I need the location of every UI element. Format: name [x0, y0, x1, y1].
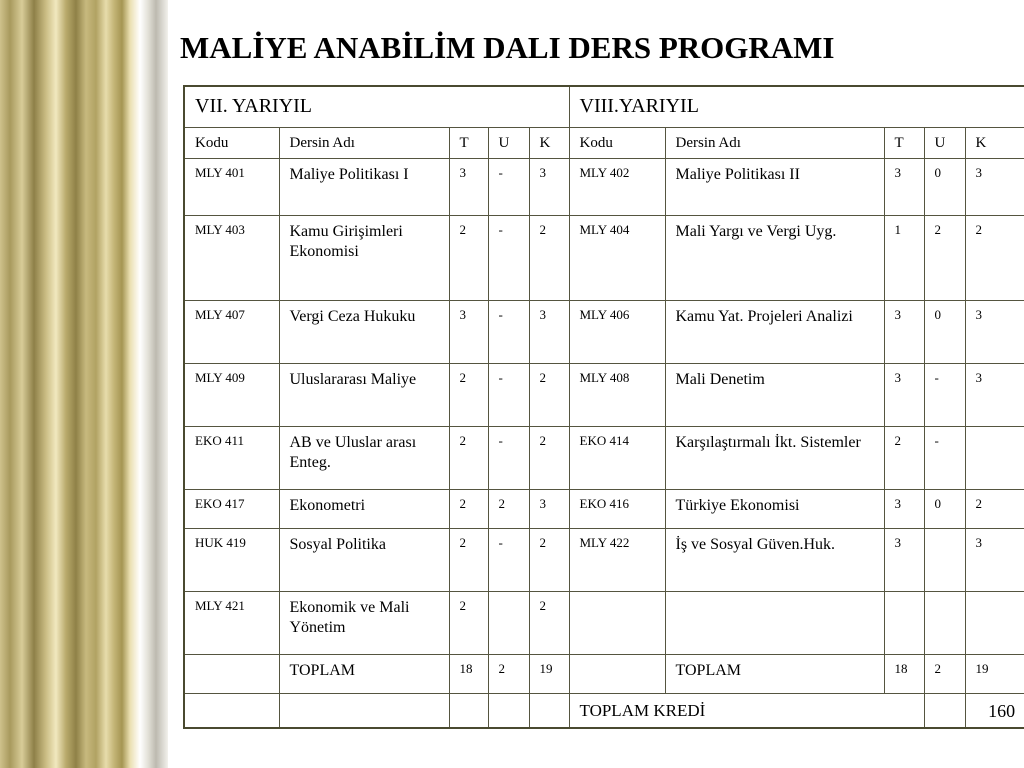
right-course-code: MLY 402	[569, 158, 665, 215]
page-title: MALİYE ANABİLİM DALI DERS PROGRAMI	[180, 30, 835, 65]
right-credits: 3	[965, 158, 1024, 215]
left-credits: 2	[529, 363, 569, 426]
left-course-name: Ekonomik ve Mali Yönetim	[279, 591, 449, 654]
right-course-code: MLY 406	[569, 300, 665, 363]
left-credits: 3	[529, 158, 569, 215]
course-row	[184, 300, 1024, 363]
right-course-code: EKO 416	[569, 489, 665, 528]
column-header-row	[184, 128, 1024, 159]
left-totals-credits: 19	[529, 654, 569, 693]
left-course-code: HUK 419	[184, 528, 279, 591]
col-header-k: K	[529, 128, 569, 159]
course-row	[184, 591, 1024, 654]
right-course-code: EKO 414	[569, 426, 665, 489]
left-course-name: Ekonometri	[279, 489, 449, 528]
right-theory-hours: 3	[884, 363, 924, 426]
right-theory-hours: 1	[884, 215, 924, 300]
right-course-code	[569, 591, 665, 654]
left-theory-hours: 3	[449, 300, 488, 363]
right-theory-hours: 3	[884, 158, 924, 215]
right-practice-hours: 0	[924, 300, 965, 363]
right-theory-hours: 3	[884, 300, 924, 363]
right-practice-hours: 0	[924, 158, 965, 215]
left-totals-label: TOPLAM	[279, 654, 449, 693]
right-totals-theory: 18	[884, 654, 924, 693]
right-course-code: MLY 422	[569, 528, 665, 591]
left-course-name: AB ve Uluslar arası Enteg.	[279, 426, 449, 489]
left-credits: 2	[529, 528, 569, 591]
left-credits: 2	[529, 426, 569, 489]
left-course-code: EKO 411	[184, 426, 279, 489]
empty-cell	[184, 693, 279, 728]
left-practice-hours: -	[488, 426, 529, 489]
left-course-code: MLY 409	[184, 363, 279, 426]
totals-row	[184, 654, 1024, 693]
left-theory-hours: 2	[449, 215, 488, 300]
left-totals-empty-cell	[184, 654, 279, 693]
left-course-code: MLY 403	[184, 215, 279, 300]
left-theory-hours: 2	[449, 528, 488, 591]
right-credits: 3	[965, 528, 1024, 591]
left-practice-hours: -	[488, 215, 529, 300]
left-credits: 3	[529, 489, 569, 528]
right-course-name: Maliye Politikası II	[665, 158, 884, 215]
right-theory-hours: 2	[884, 426, 924, 489]
right-practice-hours	[924, 528, 965, 591]
right-course-code: MLY 408	[569, 363, 665, 426]
right-practice-hours: -	[924, 363, 965, 426]
col-header-code: Kodu	[569, 128, 665, 159]
right-credits	[965, 591, 1024, 654]
left-credits: 3	[529, 300, 569, 363]
empty-cell	[488, 693, 529, 728]
right-totals-credits: 19	[965, 654, 1024, 693]
left-practice-hours: -	[488, 363, 529, 426]
semester-vii-label: VII. YARIYIL	[184, 86, 569, 128]
left-practice-hours: -	[488, 528, 529, 591]
left-course-name: Vergi Ceza Hukuku	[279, 300, 449, 363]
right-course-name: Mali Denetim	[665, 363, 884, 426]
course-row	[184, 215, 1024, 300]
empty-cell	[279, 693, 449, 728]
left-practice-hours: 2	[488, 489, 529, 528]
left-course-name: Sosyal Politika	[279, 528, 449, 591]
left-practice-hours: -	[488, 300, 529, 363]
total-credit-label: TOPLAM KREDİ	[569, 693, 924, 728]
semester-header-row	[184, 86, 1024, 128]
left-practice-hours: -	[488, 158, 529, 215]
right-credits: 2	[965, 489, 1024, 528]
empty-cell	[924, 693, 965, 728]
right-practice-hours: 2	[924, 215, 965, 300]
right-credits: 3	[965, 300, 1024, 363]
empty-cell	[449, 693, 488, 728]
right-course-name: Kamu Yat. Projeleri Analizi	[665, 300, 884, 363]
col-header-u: U	[488, 128, 529, 159]
total-credit-value: 160	[965, 693, 1024, 728]
col-header-course-name: Dersin Adı	[665, 128, 884, 159]
right-course-name: İş ve Sosyal Güven.Huk.	[665, 528, 884, 591]
empty-cell	[529, 693, 569, 728]
left-totals-practice: 2	[488, 654, 529, 693]
left-course-code: MLY 421	[184, 591, 279, 654]
left-theory-hours: 2	[449, 363, 488, 426]
left-totals-theory: 18	[449, 654, 488, 693]
col-header-t: T	[449, 128, 488, 159]
left-course-name: Kamu Girişimleri Ekonomisi	[279, 215, 449, 300]
col-header-k: K	[965, 128, 1024, 159]
left-course-code: MLY 407	[184, 300, 279, 363]
right-credits: 3	[965, 363, 1024, 426]
right-totals-practice: 2	[924, 654, 965, 693]
right-totals-label: TOPLAM	[665, 654, 884, 693]
right-credits	[965, 426, 1024, 489]
decorative-stripe	[0, 0, 168, 768]
left-credits: 2	[529, 215, 569, 300]
col-header-course-name: Dersin Adı	[279, 128, 449, 159]
course-row	[184, 363, 1024, 426]
course-row	[184, 426, 1024, 489]
total-credit-row	[184, 693, 1024, 728]
right-course-name: Mali Yargı ve Vergi Uyg.	[665, 215, 884, 300]
course-row	[184, 158, 1024, 215]
right-course-name	[665, 591, 884, 654]
right-theory-hours: 3	[884, 528, 924, 591]
left-course-code: EKO 417	[184, 489, 279, 528]
right-credits: 2	[965, 215, 1024, 300]
right-practice-hours	[924, 591, 965, 654]
left-theory-hours: 2	[449, 591, 488, 654]
left-practice-hours	[488, 591, 529, 654]
right-practice-hours: -	[924, 426, 965, 489]
course-row	[184, 489, 1024, 528]
right-course-name: Türkiye Ekonomisi	[665, 489, 884, 528]
col-header-u: U	[924, 128, 965, 159]
course-row	[184, 528, 1024, 591]
right-practice-hours: 0	[924, 489, 965, 528]
semester-viii-label: VIII.YARIYIL	[569, 86, 1024, 128]
left-theory-hours: 2	[449, 426, 488, 489]
left-course-code: MLY 401	[184, 158, 279, 215]
left-theory-hours: 2	[449, 489, 488, 528]
right-totals-empty-cell	[569, 654, 665, 693]
left-course-name: Maliye Politikası I	[279, 158, 449, 215]
col-header-t: T	[884, 128, 924, 159]
right-course-code: MLY 404	[569, 215, 665, 300]
left-theory-hours: 3	[449, 158, 488, 215]
course-schedule-table	[183, 85, 1024, 729]
right-theory-hours	[884, 591, 924, 654]
left-credits: 2	[529, 591, 569, 654]
left-course-name: Uluslararası Maliye	[279, 363, 449, 426]
col-header-code: Kodu	[184, 128, 279, 159]
right-theory-hours: 3	[884, 489, 924, 528]
right-course-name: Karşılaştırmalı İkt. Sistemler	[665, 426, 884, 489]
